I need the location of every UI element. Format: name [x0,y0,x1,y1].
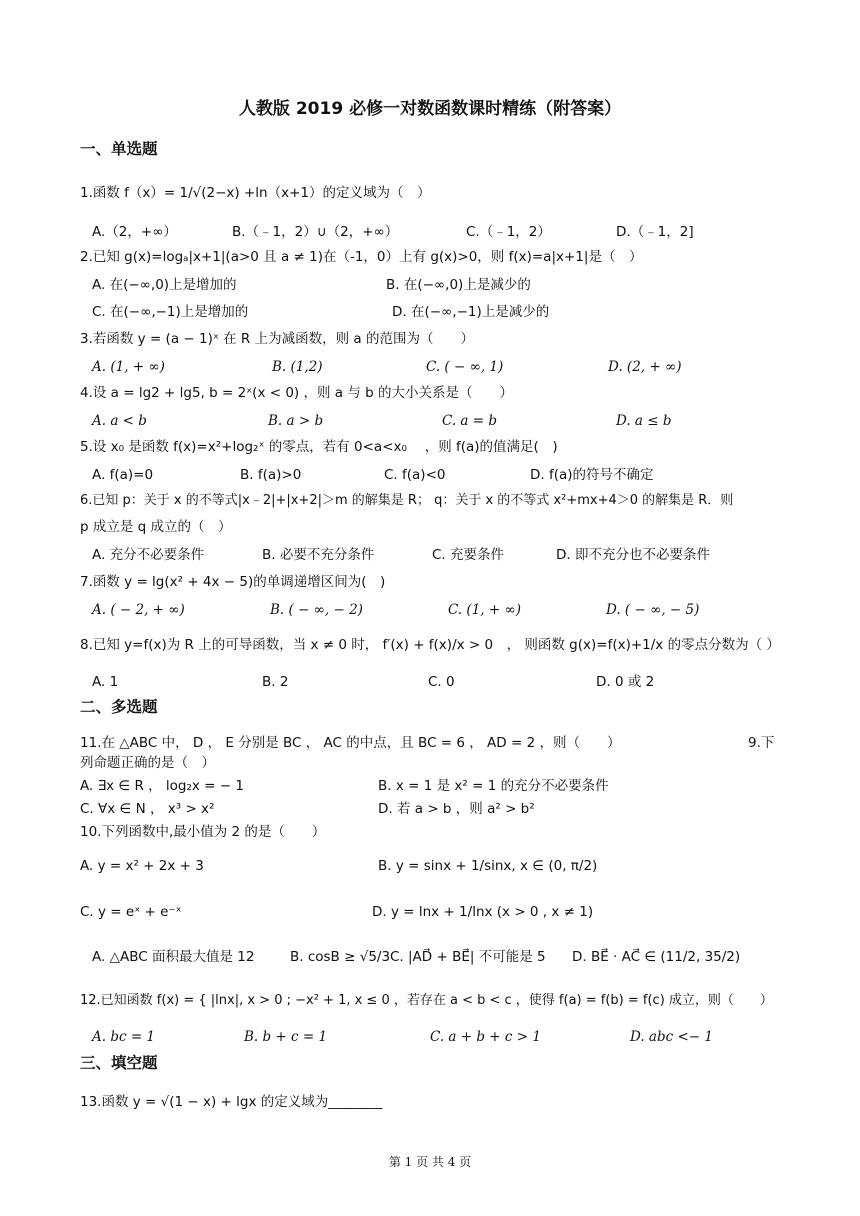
question-12-option-a: A. bc = 1 [92,1029,156,1045]
question-11-option-b: B. cosB ≥ √5/3 [290,949,391,965]
question-12-option-b: B. b + c = 1 [244,1029,328,1045]
question-2-stem: 2.已知 g(x)=logₐ|x+1|(a>0 且 a ≠ 1)在（-1，0）上有 g(x)>0，则 f(x)=a|x+1|是（ ） [80,249,643,265]
question-9-option-d: D. 若 a > b ，则 a² > b² [378,801,535,817]
question-7-option-a: A. ( − 2, + ∞) [92,602,185,618]
question-8-stem: 8.已知 y=f(x)为 R 上的可导函数，当 x ≠ 0 时， f′(x) + f(x)/x > 0 ， 则函数 g(x)=f(x)+1/x 的零点分数为（ ） [80,637,780,653]
question-3-option-a: A. (1, + ∞) [92,359,165,375]
question-9-option-b: B. x = 1 是 x² = 1 的充分不必要条件 [378,778,609,794]
question-6-option-a: A. 充分不必要条件 [92,547,205,563]
section-heading-fill-blank: 三、填空题 [80,1054,158,1072]
question-6-option-d: D. 即不充分也不必要条件 [556,547,710,563]
question-11-option-d: D. BE⃗ · AC⃗ ∈ (11/2, 35/2) [572,949,741,965]
question-6-option-b: B. 必要不充分条件 [262,547,375,563]
question-9-stem-line-2: 列命题正确的是（ ） [80,755,215,771]
question-12-stem: 12.已知函数 f(x) = { |lnx|, x > 0 ; −x² + 1, x ≤ 0 ，若存在 a < b < c ，使得 f(a) = f(b) = f(c) 成立，则（ ） [80,993,773,1008]
question-7-option-b: B. ( − ∞, − 2) [270,602,363,618]
page-title: 人教版 2019 必修一对数函数课时精练（附答案） [238,99,622,119]
question-6-option-c: C. 充要条件 [432,547,505,563]
question-9-stem-line-1: 9.下 [748,735,775,751]
question-5-option-a: A. f(a)=0 [92,467,154,483]
question-2-option-b: B. 在(−∞,0)上是减少的 [386,277,531,293]
question-3-option-c: C. ( − ∞, 1) [426,359,504,375]
question-12-option-c: C. a + b + c > 1 [430,1029,541,1045]
question-4-option-b: B. a > b [268,413,324,429]
section-heading-multi-choice: 二、多选题 [80,698,158,716]
question-2-option-c: C. 在(−∞,−1)上是增加的 [92,304,249,320]
question-1-option-c: C.（﹣1，2） [466,224,551,240]
question-4-option-c: C. a = b [442,413,498,429]
question-5-option-c: C. f(a)<0 [384,467,446,483]
question-8-option-b: B. 2 [262,674,289,690]
question-4-option-d: D. a ≤ b [616,413,672,429]
question-10-option-b: B. y = sinx + 1/sinx, x ∈ (0, π/2) [378,858,598,874]
question-11-option-c: C. |AD⃗ + BE⃗| 不可能是 5 [390,949,546,965]
question-10-option-d: D. y = lnx + 1/lnx (x > 0 , x ≠ 1) [372,904,594,920]
question-5-option-d: D. f(a)的符号不确定 [530,467,654,483]
question-2-option-d: D. 在(−∞,−1)上是减少的 [392,304,550,320]
question-11-option-a: A. △ABC 面积最大值是 12 [92,949,255,965]
question-8-option-a: A. 1 [92,674,119,690]
question-3-option-d: D. (2, + ∞) [608,359,682,375]
question-9-option-c: C. ∀x ∈ N ， x³ > x² [80,801,215,817]
question-7-option-d: D. ( − ∞, − 5) [606,602,700,618]
question-11-stem: 11.在 △ABC 中， D ， E 分别是 BC ， AC 的中点，且 BC = 6 ， AD = 2 ，则（ ） [80,735,621,751]
question-7-stem: 7.函数 y = lg(x² + 4x − 5)的单调递增区间为( ) [80,574,386,590]
question-8-option-c: C. 0 [428,674,455,690]
question-1-option-d: D.（﹣1，2] [616,224,694,240]
section-heading-single-choice: 一、单选题 [80,140,158,158]
question-5-option-b: B. f(a)>0 [240,467,302,483]
question-4-stem: 4.设 a = lg2 + lg5, b = 2ˣ(x < 0) ，则 a 与 b 的大小关系是（ ） [80,385,513,401]
question-1-stem: 1.函数 f（x）= 1/√(2−x) +ln（x+1）的定义域为（ ） [80,185,431,201]
page-footer: 第 1 页 共 4 页 [388,1155,472,1169]
question-5-stem: 5.设 x₀ 是函数 f(x)=x²+log₂ˣ 的零点，若有 0<a<x₀ ，则 f(a)的值满足( ) [80,439,558,455]
question-10-option-c: C. y = eˣ + e⁻ˣ [80,904,182,920]
question-3-stem: 3.若函数 y = (a − 1)ˣ 在 R 上为减函数，则 a 的范围为（ ） [80,331,474,347]
question-7-option-c: C. (1, + ∞) [448,602,521,618]
question-6-stem-line-2: p 成立是 q 成立的（ ） [80,519,232,535]
question-13-stem: 13.函数 y = √(1 − x) + lgx 的定义域为________ [80,1094,383,1110]
question-10-stem: 10.下列函数中,最小值为 2 的是（ ） [80,824,326,840]
question-10-option-a: A. y = x² + 2x + 3 [80,858,204,874]
question-9-option-a: A. ∃x ∈ R ， log₂x = − 1 [80,778,244,794]
question-1-option-b: B.（﹣1，2）∪（2，+∞） [232,224,399,240]
question-2-option-a: A. 在(−∞,0)上是增加的 [92,277,237,293]
question-3-option-b: B. (1,2) [272,359,323,375]
question-8-option-d: D. 0 或 2 [596,674,655,690]
question-6-stem-line-1: 6.已知 p：关于 x 的不等式|x﹣2|+|x+2|＞m 的解集是 R； q：关于 x 的不等式 x²+mx+4＞0 的解集是 R．则 [80,493,734,508]
question-12-option-d: D. abc <− 1 [630,1029,713,1045]
question-1-option-a: A.（2，+∞） [92,224,177,240]
question-4-option-a: A. a < b [92,413,147,429]
